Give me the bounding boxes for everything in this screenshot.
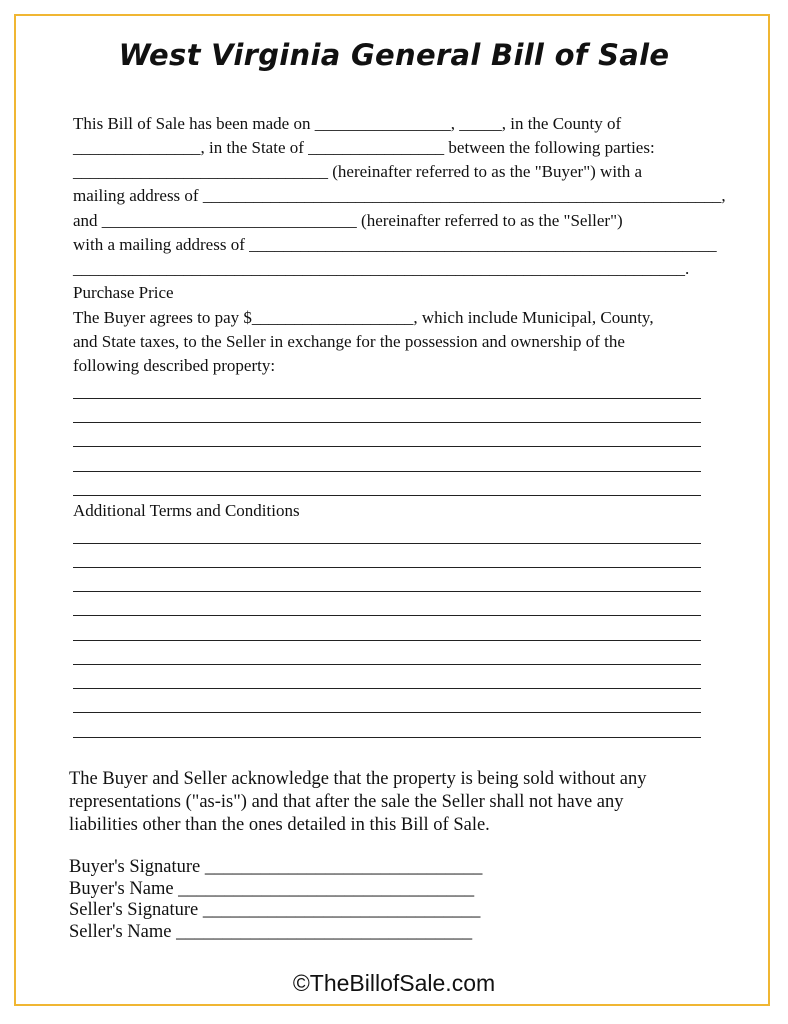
property-description-line[interactable] [73, 471, 701, 472]
property-description-line[interactable] [73, 495, 701, 496]
buyer-name-field[interactable]: Buyer's Name ________________________________ [69, 879, 475, 899]
additional-terms-line[interactable] [73, 640, 701, 641]
property-description-line[interactable] [73, 422, 701, 423]
additional-terms-line[interactable] [73, 712, 701, 713]
intro-line-2: _______________, in the State of ________________ between the following parties: [73, 138, 655, 157]
additional-terms-line[interactable] [73, 567, 701, 568]
acknowledgement-line-1: The Buyer and Seller acknowledge that the property is being sold without any [69, 769, 647, 789]
additional-terms-heading: Additional Terms and Conditions [73, 501, 300, 520]
additional-terms-line[interactable] [73, 737, 701, 738]
seller-signature-field[interactable]: Seller's Signature ______________________________ [69, 900, 481, 920]
additional-terms-line[interactable] [73, 543, 701, 544]
property-description-line[interactable] [73, 398, 701, 399]
footer-copyright: ©TheBillofSale.com [292, 970, 496, 996]
acknowledgement-line-2: representations ("as-is") and that after the sale the Seller shall not have any [69, 792, 624, 812]
purchase-price-line-1: The Buyer agrees to pay $___________________, which include Municipal, County, [73, 308, 654, 327]
intro-line-5: and ______________________________ (hereinafter referred to as the "Seller") [73, 211, 623, 230]
intro-line-7: ________________________________________________________________________. [73, 259, 690, 278]
purchase-price-heading: Purchase Price [73, 283, 174, 302]
additional-terms-line[interactable] [73, 664, 701, 665]
intro-line-6: with a mailing address of _______________________________________________________ [73, 235, 717, 254]
document-title: West Virginia General Bill of Sale [118, 38, 670, 72]
additional-terms-line[interactable] [73, 688, 701, 689]
intro-line-1: This Bill of Sale has been made on ________________, _____, in the County of [73, 114, 622, 133]
acknowledgement-line-3: liabilities other than the ones detailed in this Bill of Sale. [69, 815, 490, 835]
intro-line-3: ______________________________ (hereinafter referred to as the "Buyer") with a [73, 162, 643, 181]
buyer-signature-field[interactable]: Buyer's Signature ______________________________ [69, 857, 483, 877]
intro-line-4: mailing address of _____________________________________________________________, [73, 186, 726, 205]
purchase-price-line-3: following described property: [73, 356, 276, 375]
additional-terms-line[interactable] [73, 615, 701, 616]
purchase-price-line-2: and State taxes, to the Seller in exchange for the possession and ownership of the [73, 332, 625, 351]
seller-name-field[interactable]: Seller's Name ________________________________ [69, 922, 473, 942]
property-description-line[interactable] [73, 446, 701, 447]
additional-terms-line[interactable] [73, 591, 701, 592]
